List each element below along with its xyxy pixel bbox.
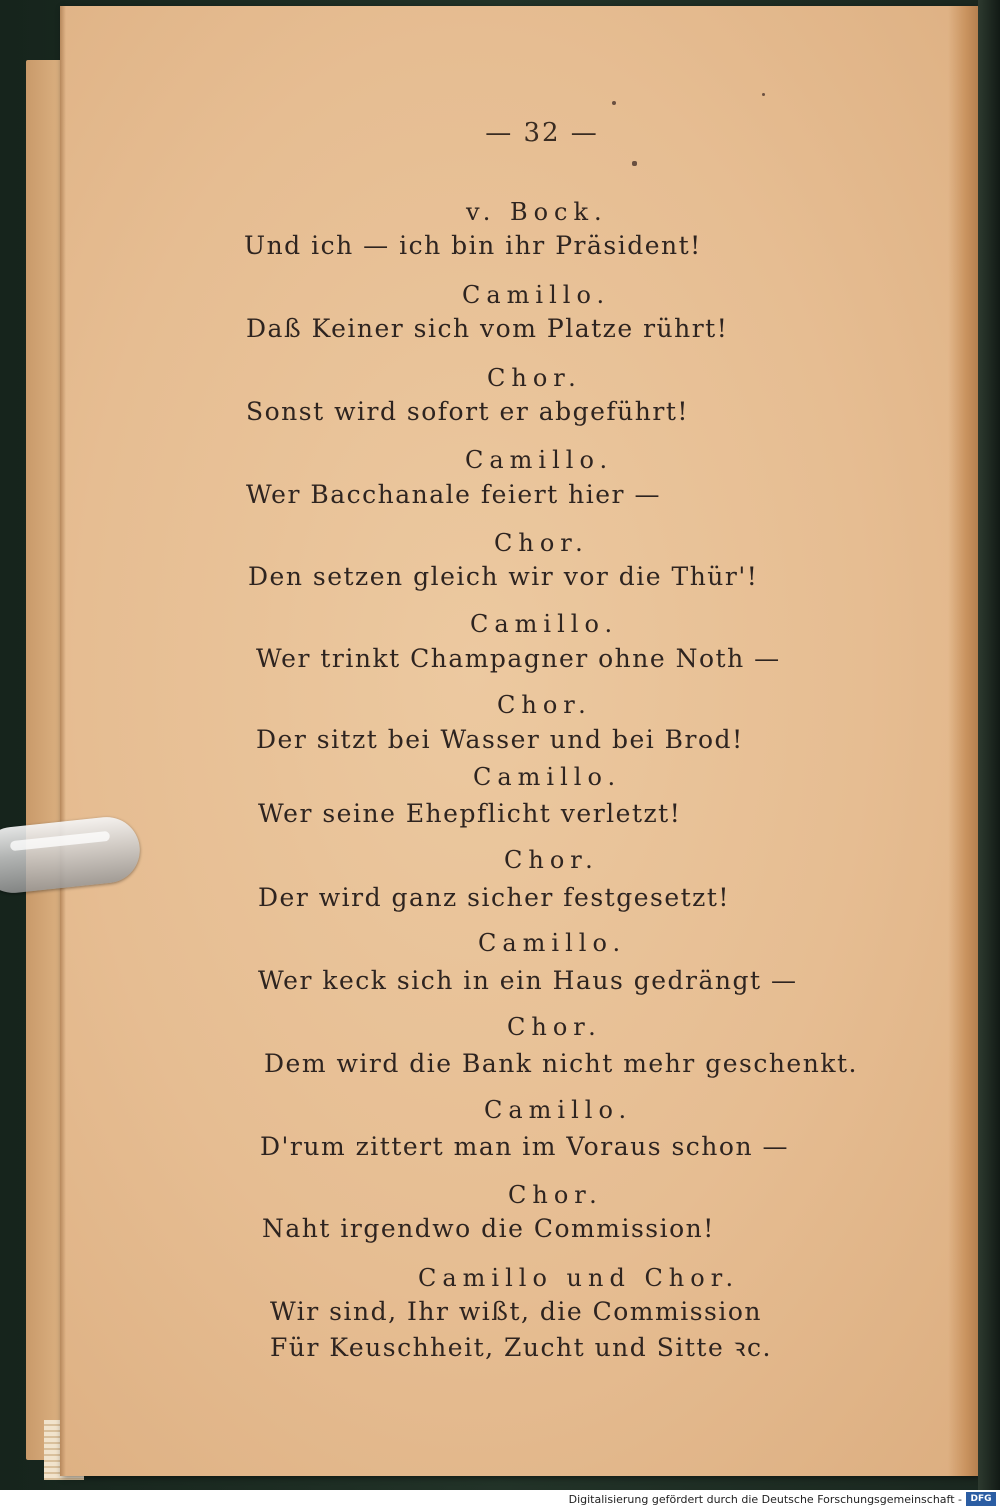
verse-line: Naht irgendwo die Commission!: [262, 1214, 715, 1243]
speaker-name: Camillo.: [484, 1096, 633, 1124]
speaker-name: Camillo und Chor.: [418, 1264, 740, 1292]
paper-speck: [612, 101, 616, 105]
verse-line: Daß Keiner sich vom Platze rührt!: [246, 314, 729, 343]
speaker-name: Camillo.: [470, 610, 619, 638]
page-left-shadow: [60, 6, 66, 1476]
speaker-name: Camillo.: [473, 763, 622, 791]
speaker-name: Chor.: [508, 1181, 603, 1209]
page-right-shadow: [948, 6, 978, 1476]
speaker-name: Camillo.: [478, 929, 627, 957]
dfg-logo: DFG: [966, 1492, 996, 1506]
speaker-name: Chor.: [487, 364, 582, 392]
speaker-name: Chor.: [497, 691, 592, 719]
verse-line: Sonst wird sofort er abgeführt!: [246, 397, 689, 426]
verse-line: Wir sind, Ihr wißt, die Commission: [270, 1297, 763, 1326]
speaker-name: Chor.: [494, 529, 589, 557]
verse-line: Wer keck sich in ein Haus gedrängt —: [258, 966, 798, 995]
speaker-name: v. Bock.: [466, 198, 608, 226]
digitization-footer: [0, 1490, 1000, 1509]
verse-line: Wer Bacchanale feiert hier —: [246, 480, 661, 509]
speaker-name: Chor.: [504, 846, 599, 874]
paper-speck: [632, 161, 637, 166]
verse-line: Für Keuschheit, Zucht und Sitte ꝛc.: [270, 1333, 772, 1362]
paper-speck: [762, 93, 765, 96]
verse-line: Der sitzt bei Wasser und bei Brod!: [256, 725, 744, 754]
verse-line: Und ich — ich bin ihr Präsident!: [244, 231, 702, 260]
funding-credit: Digitalisierung gefördert durch die Deutsche Forschungsgemeinschaft -: [568, 1493, 962, 1506]
book-gutter: [978, 0, 1000, 1490]
verse-line: Den setzen gleich wir vor die Thür'!: [248, 562, 759, 591]
verse-line: D'rum zittert man im Voraus schon —: [260, 1132, 790, 1161]
verse-line: Der wird ganz sicher festgesetzt!: [258, 883, 730, 912]
speaker-name: Camillo.: [462, 281, 611, 309]
verse-line: Dem wird die Bank nicht mehr geschenkt.: [264, 1049, 858, 1078]
verse-line: Wer trinkt Champagner ohne Noth —: [256, 644, 781, 673]
speaker-name: Camillo.: [465, 446, 614, 474]
page-number: — 32 —: [485, 118, 599, 148]
verse-line: Wer seine Ehepflicht verletzt!: [258, 799, 682, 828]
speaker-name: Chor.: [507, 1013, 602, 1041]
